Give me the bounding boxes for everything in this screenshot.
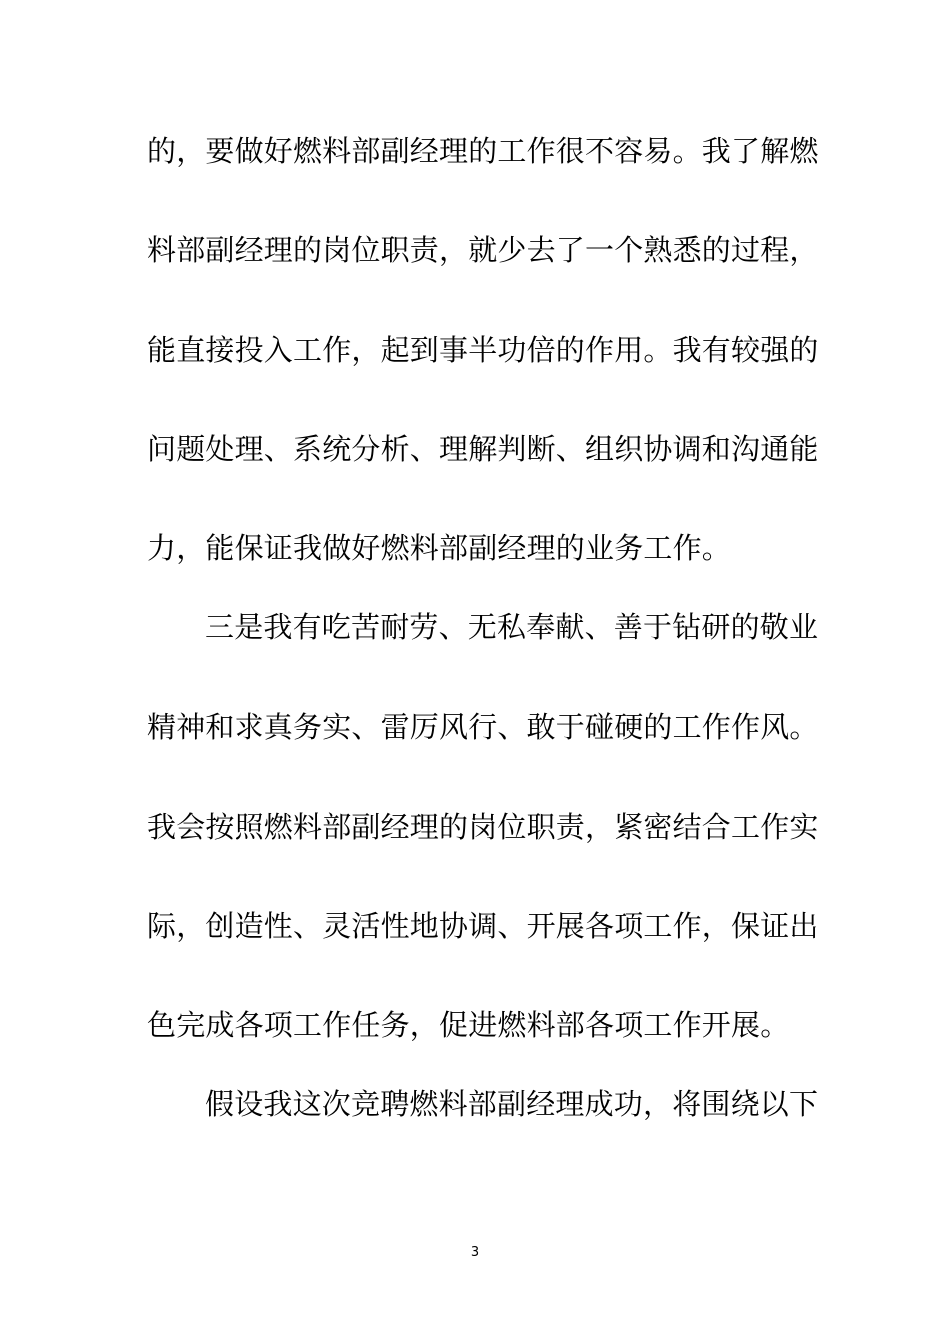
text-line-6: 三是我有吃苦耐劳、无私奉献、善于钻研的敬业 [205, 610, 819, 644]
text-line-3: 能直接投入工作，起到事半功倍的作用。我有较强的 [147, 333, 819, 367]
text-line-2: 料部副经理的岗位职责，就少去了一个熟悉的过程， [147, 233, 819, 267]
text-line-1: 的，要做好燃料部副经理的工作很不容易。我了解燃 [147, 134, 819, 168]
text-line-9: 际，创造性、灵活性地协调、开展各项工作，保证出 [147, 909, 819, 943]
text-line-10: 色完成各项工作任务，促进燃料部各项工作开展。 [147, 1008, 790, 1042]
text-line-4: 问题处理、系统分析、理解判断、组织协调和沟通能 [147, 432, 819, 466]
text-line-11: 假设我这次竞聘燃料部副经理成功，将围绕以下 [205, 1087, 819, 1121]
text-line-7: 精神和求真务实、雷厉风行、敢于碰硬的工作作风。 [147, 710, 819, 744]
page-number: 3 [470, 1245, 480, 1260]
text-line-5: 力，能保证我做好燃料部副经理的业务工作。 [147, 531, 732, 565]
text-line-8: 我会按照燃料部副经理的岗位职责，紧密结合工作实 [147, 810, 819, 844]
